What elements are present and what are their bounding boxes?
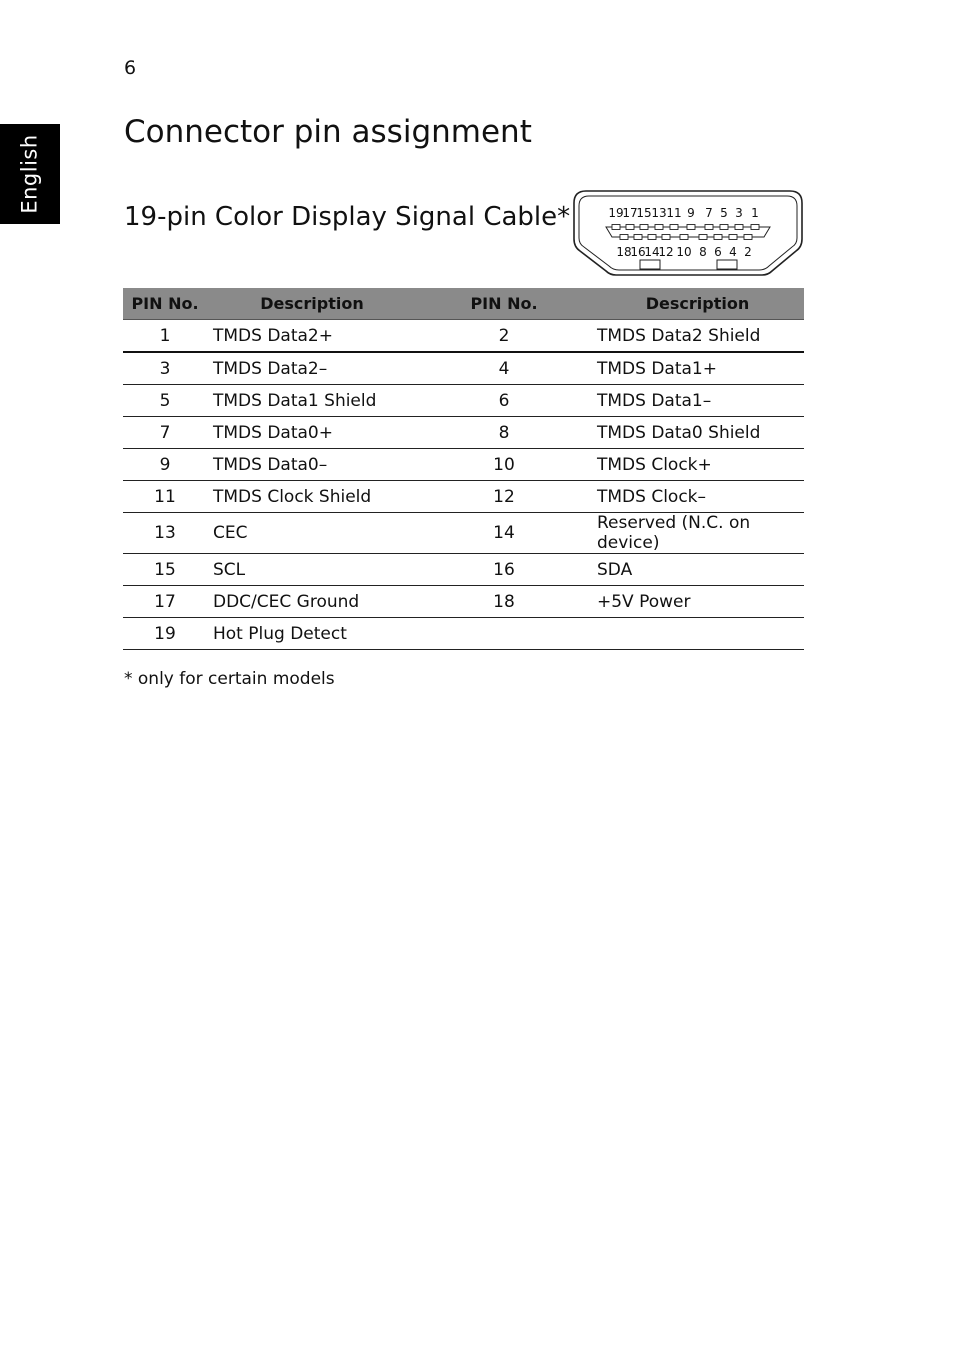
- table-row: [123, 618, 804, 650]
- pin-number-cell: 16: [417, 554, 591, 586]
- description-cell: Hot Plug Detect: [207, 618, 417, 650]
- description-cell: SCL: [207, 554, 417, 586]
- table-row: [123, 586, 804, 618]
- pin-number-cell: 15: [123, 554, 207, 586]
- description-cell: TMDS Data0 Shield: [591, 417, 804, 449]
- pin-number-cell: 7: [123, 417, 207, 449]
- connector-pin: [612, 225, 620, 230]
- pin-number-cell: 17: [123, 586, 207, 618]
- pin-number-cell: 14: [417, 513, 591, 554]
- table-row: [123, 481, 804, 513]
- connector-pin-label: 15: [636, 206, 652, 220]
- table-row: [123, 352, 804, 385]
- description-cell: TMDS Clock+: [591, 449, 804, 481]
- description-cell: TMDS Data0+: [207, 417, 417, 449]
- header-description-left: Description: [207, 288, 417, 320]
- side-tab-label: English: [18, 134, 43, 214]
- connector-pin-label: 4: [729, 245, 737, 259]
- description-cell: TMDS Data1 Shield: [207, 385, 417, 417]
- description-cell: TMDS Data2 Shield: [591, 320, 804, 353]
- connector-key-left: [640, 260, 660, 269]
- connector-pin-label: 8: [699, 245, 707, 259]
- connector-pin: [620, 235, 628, 240]
- connector-pin: [720, 225, 728, 230]
- connector-pin: [735, 225, 743, 230]
- connector-pin: [670, 225, 678, 230]
- description-cell: SDA: [591, 554, 804, 586]
- connector-outline-outer: [574, 191, 802, 275]
- connector-pin-label: 6: [714, 245, 722, 259]
- connector-pin: [626, 225, 634, 230]
- table-row: [123, 554, 804, 586]
- header-description-right: Description: [591, 288, 804, 320]
- description-cell: Reserved (N.C. on device): [591, 513, 804, 554]
- pin-number-cell: 11: [123, 481, 207, 513]
- header-pin-no-left: PIN No.: [123, 288, 207, 320]
- table-row: [123, 513, 804, 554]
- page-title: Connector pin assignment: [124, 114, 532, 150]
- connector-pin: [729, 235, 737, 240]
- description-cell: [591, 618, 804, 650]
- connector-pin: [699, 235, 707, 240]
- connector-pin: [634, 235, 642, 240]
- description-cell: +5V Power: [591, 586, 804, 618]
- pin-number-cell: 18: [417, 586, 591, 618]
- pin-number-cell: 19: [123, 618, 207, 650]
- pin-number-cell: 6: [417, 385, 591, 417]
- connector-pin-label: 14: [644, 245, 660, 259]
- hdmi-connector-diagram: [572, 189, 804, 277]
- connector-pin: [655, 225, 663, 230]
- description-cell: CEC: [207, 513, 417, 554]
- connector-pin-label: 17: [622, 206, 638, 220]
- table-row: [123, 449, 804, 481]
- connector-pin: [751, 225, 759, 230]
- connector-pin: [662, 235, 670, 240]
- description-cell: TMDS Clock Shield: [207, 481, 417, 513]
- connector-pin-label: 13: [651, 206, 667, 220]
- footnote: * only for certain models: [124, 669, 335, 689]
- description-cell: TMDS Data1–: [591, 385, 804, 417]
- connector-pin-label: 7: [705, 206, 713, 220]
- connector-pin-label: 3: [735, 206, 743, 220]
- connector-pin: [680, 235, 688, 240]
- header-pin-no-right: PIN No.: [417, 288, 591, 320]
- connector-pin-label: 16: [630, 245, 646, 259]
- connector-pin-label: 2: [744, 245, 752, 259]
- connector-pin: [687, 225, 695, 230]
- pin-number-cell: 2: [417, 320, 591, 353]
- pin-number-cell: 4: [417, 352, 591, 385]
- table-row: [123, 320, 804, 353]
- pin-number-cell: 3: [123, 352, 207, 385]
- page-number: 6: [124, 57, 137, 79]
- pin-number-cell: 12: [417, 481, 591, 513]
- connector-pin-label: 10: [676, 245, 692, 259]
- table-row: [123, 385, 804, 417]
- connector-pin-label: 1: [751, 206, 759, 220]
- connector-pin: [640, 225, 648, 230]
- pin-number-cell: 1: [123, 320, 207, 353]
- description-cell: DDC/CEC Ground: [207, 586, 417, 618]
- connector-top-pin-labels: [608, 206, 758, 220]
- connector-pin: [744, 235, 752, 240]
- description-cell: TMDS Data2+: [207, 320, 417, 353]
- connector-pin: [648, 235, 656, 240]
- description-cell: TMDS Data0–: [207, 449, 417, 481]
- connector-bottom-pin-labels: [616, 245, 751, 259]
- table-body: [123, 320, 804, 650]
- pin-number-cell: [417, 618, 591, 650]
- connector-pin-label: 5: [720, 206, 728, 220]
- language-side-tab: [0, 124, 60, 224]
- table-row: [123, 417, 804, 449]
- connector-pin-label: 18: [616, 245, 632, 259]
- description-cell: TMDS Data1+: [591, 352, 804, 385]
- pin-number-cell: 13: [123, 513, 207, 554]
- pin-assignment-table: [123, 288, 804, 650]
- connector-pin-label: 9: [687, 206, 695, 220]
- description-cell: TMDS Clock–: [591, 481, 804, 513]
- connector-pin-label: 11: [666, 206, 682, 220]
- connector-pin-label: 12: [658, 245, 674, 259]
- pin-number-cell: 8: [417, 417, 591, 449]
- pin-number-cell: 5: [123, 385, 207, 417]
- connector-pin-label: 19: [608, 206, 624, 220]
- pin-number-cell: 9: [123, 449, 207, 481]
- pin-number-cell: 10: [417, 449, 591, 481]
- connector-pin: [705, 225, 713, 230]
- section-title: 19-pin Color Display Signal Cable*: [124, 202, 571, 232]
- connector-key-right: [717, 260, 737, 269]
- table-header-row: [123, 288, 804, 320]
- connector-pin: [714, 235, 722, 240]
- description-cell: TMDS Data2–: [207, 352, 417, 385]
